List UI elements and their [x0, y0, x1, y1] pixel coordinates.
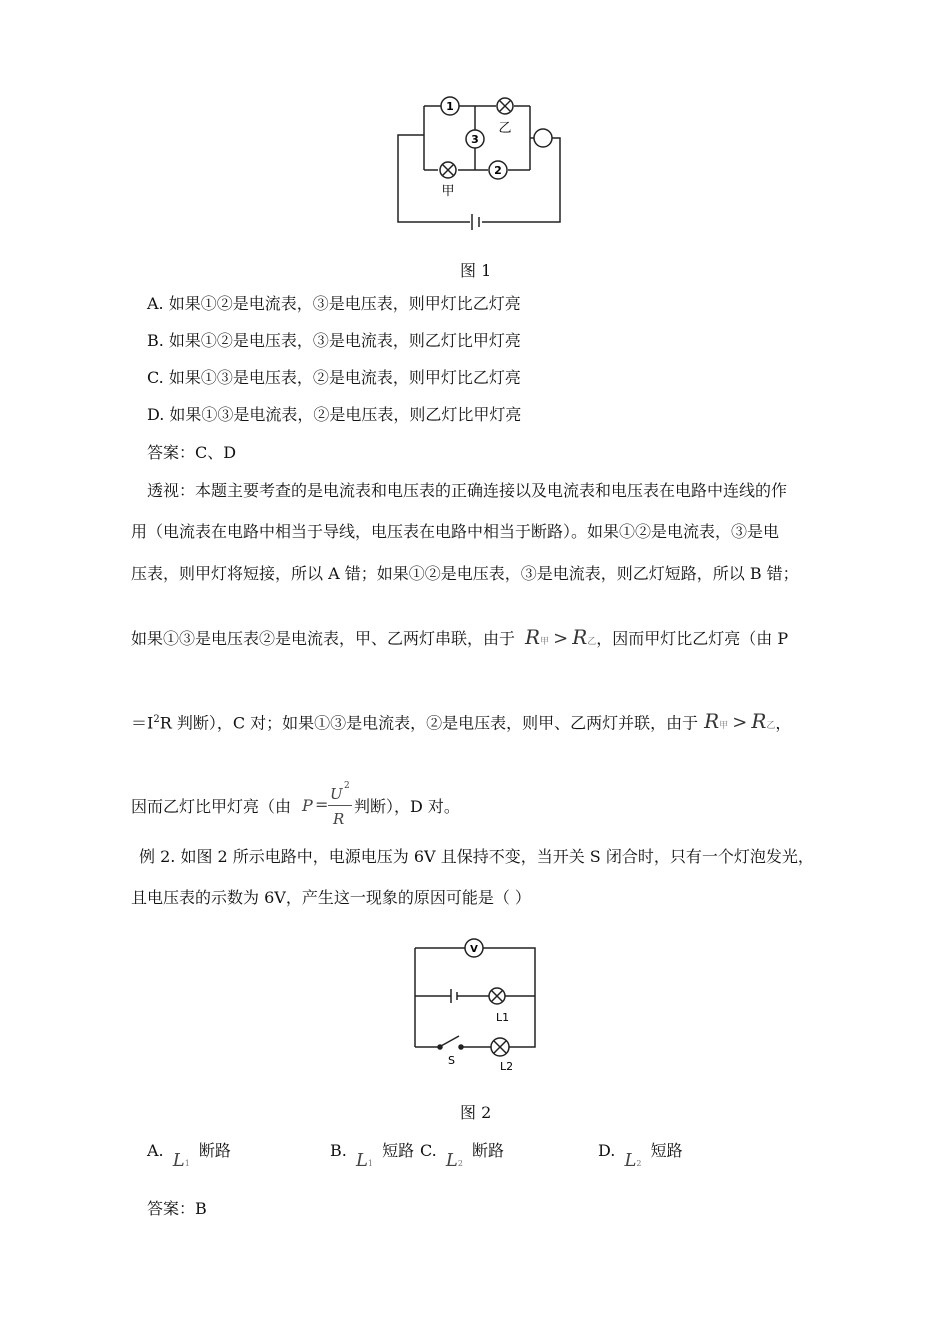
answer-1: 答案：C、D — [147, 443, 237, 462]
figure-1-caption: 图 1 — [460, 261, 492, 280]
formula-p-u2-r: P = U 2 R — [302, 781, 354, 831]
option-1c: C. 如果①③是电压表，②是电流表，则甲灯比乙灯亮 — [147, 368, 521, 387]
switch-label: S — [448, 1054, 455, 1067]
analysis-line-4-text-b: ，因而甲灯比乙灯亮（由 P — [596, 629, 789, 648]
option-1a: A. 如果①②是电流表，③是电压表，则甲灯比乙灯亮 — [147, 294, 521, 313]
analysis-line-5: $=I^2R$ 判断），C 对；如果①③是电流表，②是电压表，则甲、乙两灯并联，由于 R甲 > R乙， — [131, 709, 792, 734]
option-2b: B. L1 短路 — [330, 1141, 415, 1171]
example-2-line-2: 且电压表的示数为 6V，产生这一现象的原因可能是（ ） — [131, 888, 531, 907]
analysis-line-6: 因而乙灯比甲灯亮（由 — [131, 797, 292, 816]
analysis-line-2: 用（电流表在电路中相当于导线，电压表在电路中相当于断路）。如果①②是电流表，③是电 — [131, 522, 780, 541]
example-2-line-1: 例 2. 如图 2 所示电路中，电源电压为 6V 且保持不变，当开关 S 闭合时，只有一个灯泡发光， — [139, 847, 814, 866]
lamp-yi-label: 乙 — [498, 121, 512, 136]
option-2d: D. L2 短路 — [598, 1141, 683, 1171]
analysis-line-3: 压表，则甲灯将短接，所以 A 错；如果①②是电压表，③是电流表，则乙灯短路，所以 B 错； — [131, 564, 799, 583]
analysis-line-4-text-a: 如果①③是电压表②是电流表，甲、乙两灯串联，由于 — [131, 629, 516, 648]
analysis-line-4 — [131, 627, 788, 652]
voltmeter-label: V — [470, 944, 478, 955]
analysis-line-6-end: 判断），D 对。 — [354, 797, 460, 816]
meter-2-label: 2 — [494, 164, 502, 177]
figure-2-caption: 图 2 — [460, 1103, 492, 1122]
option-1b: B. 如果①②是电压表，③是电流表，则乙灯比甲灯亮 — [147, 331, 521, 350]
answer-2: 答案：B — [147, 1199, 207, 1218]
option-2a: A. L1 断路 — [147, 1141, 231, 1171]
option-1d: D. 如果①③是电流表，②是电压表，则乙灯比甲灯亮 — [147, 405, 522, 424]
figure-2-circuit — [405, 935, 545, 1075]
meter-1-label: 1 — [446, 100, 454, 113]
figure-1-circuit — [390, 90, 570, 230]
meter-3-label: 3 — [471, 133, 479, 146]
analysis-line-1: 透视：本题主要考查的是电流表和电压表的正确连接以及电流表和电压表在电路中连线的作 — [147, 481, 788, 500]
fraction-bar — [328, 805, 352, 806]
lamp-l1-label: L1 — [496, 1011, 510, 1024]
formula-r-jia-gt-r-yi: R甲 > R乙 — [525, 625, 597, 649]
option-2c: C. L2 断路 — [420, 1141, 505, 1171]
lamp-jia-label: 甲 — [441, 184, 455, 199]
lamp-l2-label: L2 — [500, 1060, 514, 1073]
formula-r-jia-gt-r-yi-2: R甲 > R乙 — [704, 709, 776, 734]
